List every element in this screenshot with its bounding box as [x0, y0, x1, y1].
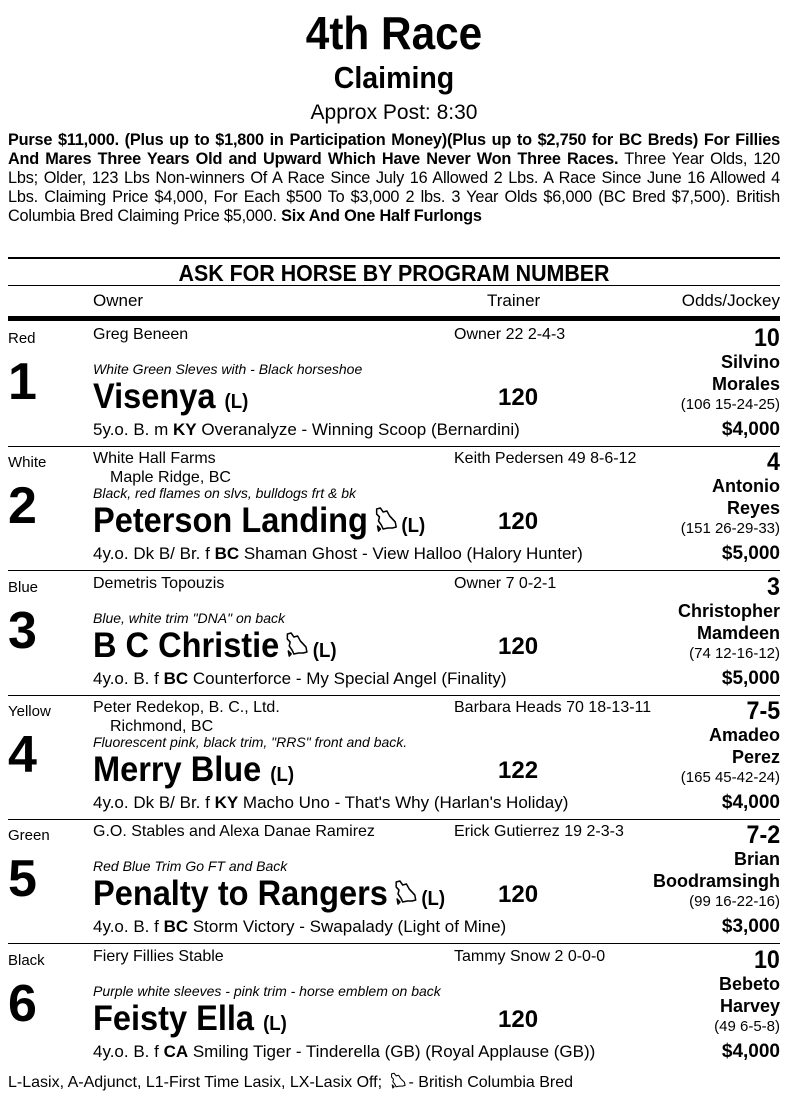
owner-name: Demetris Topouzis [93, 575, 225, 592]
jockey-stats: (151 26-29-33) [680, 520, 780, 537]
age-sex: 4y.o. Dk B/ Br. f [93, 793, 215, 812]
owner-name: Greg Beneen [93, 326, 189, 343]
trainer-name: Erick Gutierrez 19 2-3-3 [454, 823, 624, 840]
entry-row [8, 571, 780, 696]
silks-description: Black, red flames on slvs, bulldogs frt & bk [93, 485, 356, 501]
jockey-last-name: Boodramsingh [652, 871, 780, 891]
pedigree: Counterforce - My Special Angel (Finality) [188, 669, 507, 688]
horse-name: Peterson Landing [93, 501, 368, 540]
age-sex: 4y.o. B. f [93, 917, 164, 936]
conditions-distance: Six And One Half Furlongs [281, 207, 482, 225]
morning-line-odds: 10 [754, 324, 780, 352]
weight: 120 [498, 384, 539, 411]
jockey-stats: (99 16-22-16) [689, 893, 780, 910]
jockey-last-name: Harvey [719, 996, 780, 1016]
conditions-text: Three Year Olds, 120 Lbs; Older, 123 Lbs Non-winners Of A Race Since July 16 Allowed 2 Lbs. A Race Since June 16 Allowed 4 Lbs. Claiming Price $4,000, For Each $500 To $3,000 2 lbs. 3 Year Olds $6,000 (BC Bred $7,500). British Columbia Bred Claiming Price $5,000. [8, 150, 780, 225]
jockey-name [709, 724, 780, 768]
bc-bred-icon [285, 631, 309, 659]
jockey-first-name: Christopher [677, 601, 780, 621]
legend-text: L-Lasix, A-Adjunct, L1-First Time Lasix, LX-Lasix Off; [8, 1074, 383, 1091]
morning-line-odds: 7-2 [746, 821, 780, 849]
claiming-price: $5,000 [721, 668, 780, 689]
header-odds-jockey: Odds/Jockey [681, 291, 780, 310]
saddlecloth-color: Black [8, 952, 45, 969]
weight: 122 [498, 757, 539, 784]
trainer-name: Owner 7 0-2-1 [454, 575, 557, 592]
jockey-name [678, 600, 780, 644]
bc-bred-icon [393, 879, 417, 907]
jockey-last-name: Morales [711, 374, 780, 394]
owner-name: Peter Redekop, B. C., Ltd. [93, 699, 280, 716]
jockey-last-name: Mamdeen [696, 623, 780, 643]
bc-bred-icon [373, 506, 397, 534]
horse-name-line [93, 376, 248, 423]
post-time: Approx Post: 8:30 [310, 101, 478, 124]
horse-name: Penalty to Rangers [93, 874, 388, 913]
saddlecloth-color: Yellow [8, 703, 51, 720]
pedigree: Shaman Ghost - View Halloo (Halory Hunter) [239, 544, 583, 563]
program-number: 1 [8, 353, 37, 411]
divider [8, 285, 780, 286]
silks-description: Red Blue Trim Go FT and Back [93, 858, 288, 874]
horse-name-line [93, 749, 294, 796]
silks-description: Purple white sleeves - pink trim - horse emblem on back [93, 983, 441, 999]
legend [8, 1072, 573, 1093]
owner-location: Richmond, BC [110, 718, 214, 735]
jockey-name [712, 475, 780, 519]
morning-line-odds: 4 [767, 448, 780, 476]
silks-description: Fluorescent pink, black trim, "RRS" front and back. [93, 734, 408, 750]
jockey-stats: (74 12-16-12) [689, 645, 780, 662]
entry-row [8, 944, 780, 1068]
age-sex: 4y.o. B. f [93, 669, 164, 688]
program-number: 5 [8, 850, 37, 908]
trainer-name: Keith Pedersen 49 8-6-12 [454, 450, 637, 467]
horse-name-line [93, 998, 287, 1045]
jockey-name [653, 848, 780, 892]
program-number: 4 [8, 726, 37, 784]
morning-line-odds: 3 [767, 573, 780, 601]
owner-name: G.O. Stables and Alexa Danae Ramirez [93, 823, 375, 840]
conditions-purse: Purse $11,000. (Plus up to $1,800 in Participation Money)(Plus up to $2,750 for BC Breds) For Fillies And Mares Three Years Old and Upward Which Have Never Won Three Races. [8, 131, 780, 168]
claiming-price: $5,000 [721, 543, 780, 564]
header-owner: Owner [93, 291, 144, 310]
breeding-line [93, 668, 507, 689]
horse-name-line [93, 873, 445, 920]
jockey-stats: (106 15-24-25) [680, 396, 780, 413]
medication-flag: (L) [401, 515, 426, 537]
morning-line-odds: 10 [754, 946, 780, 974]
breeding-line [93, 1041, 595, 1062]
program-number: 6 [8, 975, 37, 1033]
weight: 120 [498, 633, 539, 660]
breeding-line [93, 792, 568, 813]
foaling-state: CA [163, 1042, 189, 1061]
silks-description: Blue, white trim "DNA" on back [93, 610, 286, 626]
age-sex: 4y.o. B. f [93, 1042, 164, 1061]
medication-flag: (L) [224, 391, 249, 413]
weight: 120 [498, 1006, 539, 1033]
foaling-state: KY [214, 793, 239, 812]
horse-name-line [93, 500, 425, 547]
saddlecloth-color: White [8, 454, 47, 471]
jockey-first-name: Brian [733, 849, 780, 869]
claiming-price: $4,000 [721, 419, 780, 440]
jockey-stats: (49 6-5-8) [714, 1018, 780, 1035]
header-trainer: Trainer [487, 291, 541, 310]
saddlecloth-color: Red [8, 330, 36, 347]
horse-name: Feisty Ella [93, 999, 255, 1038]
silks-description: White Green Sleves with - Black horseshoe [93, 361, 363, 377]
race-title: 4th Race [305, 7, 483, 59]
owner-name: Fiery Fillies Stable [93, 948, 224, 965]
bc-bred-icon [389, 1072, 407, 1090]
medication-flag: (L) [263, 1013, 287, 1035]
header-rule [8, 316, 780, 321]
pedigree: Overanalyze - Winning Scoop (Bernardini) [196, 420, 520, 439]
age-sex: 4y.o. Dk B/ Br. f [93, 544, 215, 563]
saddlecloth-color: Green [8, 827, 50, 844]
foaling-state: KY [173, 420, 197, 439]
race-conditions [8, 131, 780, 226]
pedigree: Storm Victory - Swapalady (Light of Mine) [188, 917, 507, 936]
claiming-price: $4,000 [721, 792, 780, 813]
entry-row [8, 446, 780, 571]
jockey-first-name: Antonio [712, 476, 780, 496]
weight: 120 [498, 881, 539, 908]
jockey-last-name: Perez [731, 747, 780, 767]
owner-name: White Hall Farms [93, 450, 216, 467]
breeding-line [93, 916, 506, 937]
breeding-line [93, 543, 583, 564]
horse-name: B C Christie [93, 626, 280, 665]
jockey-name [719, 973, 780, 1017]
entry-row [8, 819, 780, 944]
trainer-name: Tammy Snow 2 0-0-0 [454, 948, 606, 965]
breeding-line [93, 419, 520, 440]
pedigree: Macho Uno - That's Why (Harlan's Holiday) [238, 793, 569, 812]
program-banner: ASK FOR HORSE BY PROGRAM NUMBER [178, 260, 610, 286]
race-type: Claiming [333, 60, 455, 95]
medication-flag: (L) [421, 888, 446, 910]
horse-name: Merry Blue [93, 750, 262, 789]
jockey-stats: (165 45-42-24) [680, 769, 780, 786]
claiming-price: $3,000 [721, 916, 780, 937]
jockey-first-name: Amadeo [708, 725, 780, 745]
medication-flag: (L) [270, 764, 295, 786]
medication-flag: (L) [312, 640, 337, 662]
jockey-name [712, 351, 780, 395]
trainer-name: Barbara Heads 70 18-13-11 [454, 699, 652, 716]
jockey-last-name: Reyes [726, 498, 780, 518]
trainer-name: Owner 22 2-4-3 [454, 326, 566, 343]
jockey-first-name: Silvino [720, 352, 780, 372]
foaling-state: BC [163, 669, 189, 688]
entry-row [8, 695, 780, 820]
weight: 120 [498, 508, 539, 535]
pedigree: Smiling Tiger - Tinderella (GB) (Royal Applause (GB)) [188, 1042, 596, 1061]
entry-row [8, 322, 780, 447]
saddlecloth-color: Blue [8, 579, 39, 596]
claiming-price: $4,000 [721, 1041, 780, 1062]
horse-name: Visenya [93, 377, 216, 416]
morning-line-odds: 7-5 [746, 697, 780, 725]
horse-name-line [93, 625, 337, 672]
owner-location: Maple Ridge, BC [110, 469, 231, 486]
foaling-state: BC [163, 917, 189, 936]
jockey-first-name: Bebeto [718, 974, 780, 994]
program-number: 2 [8, 477, 37, 535]
age-sex: 5y.o. B. m [93, 420, 173, 439]
legend-bc-text: - British Columbia Bred [408, 1074, 574, 1091]
program-number: 3 [8, 602, 37, 660]
foaling-state: BC [214, 544, 240, 563]
